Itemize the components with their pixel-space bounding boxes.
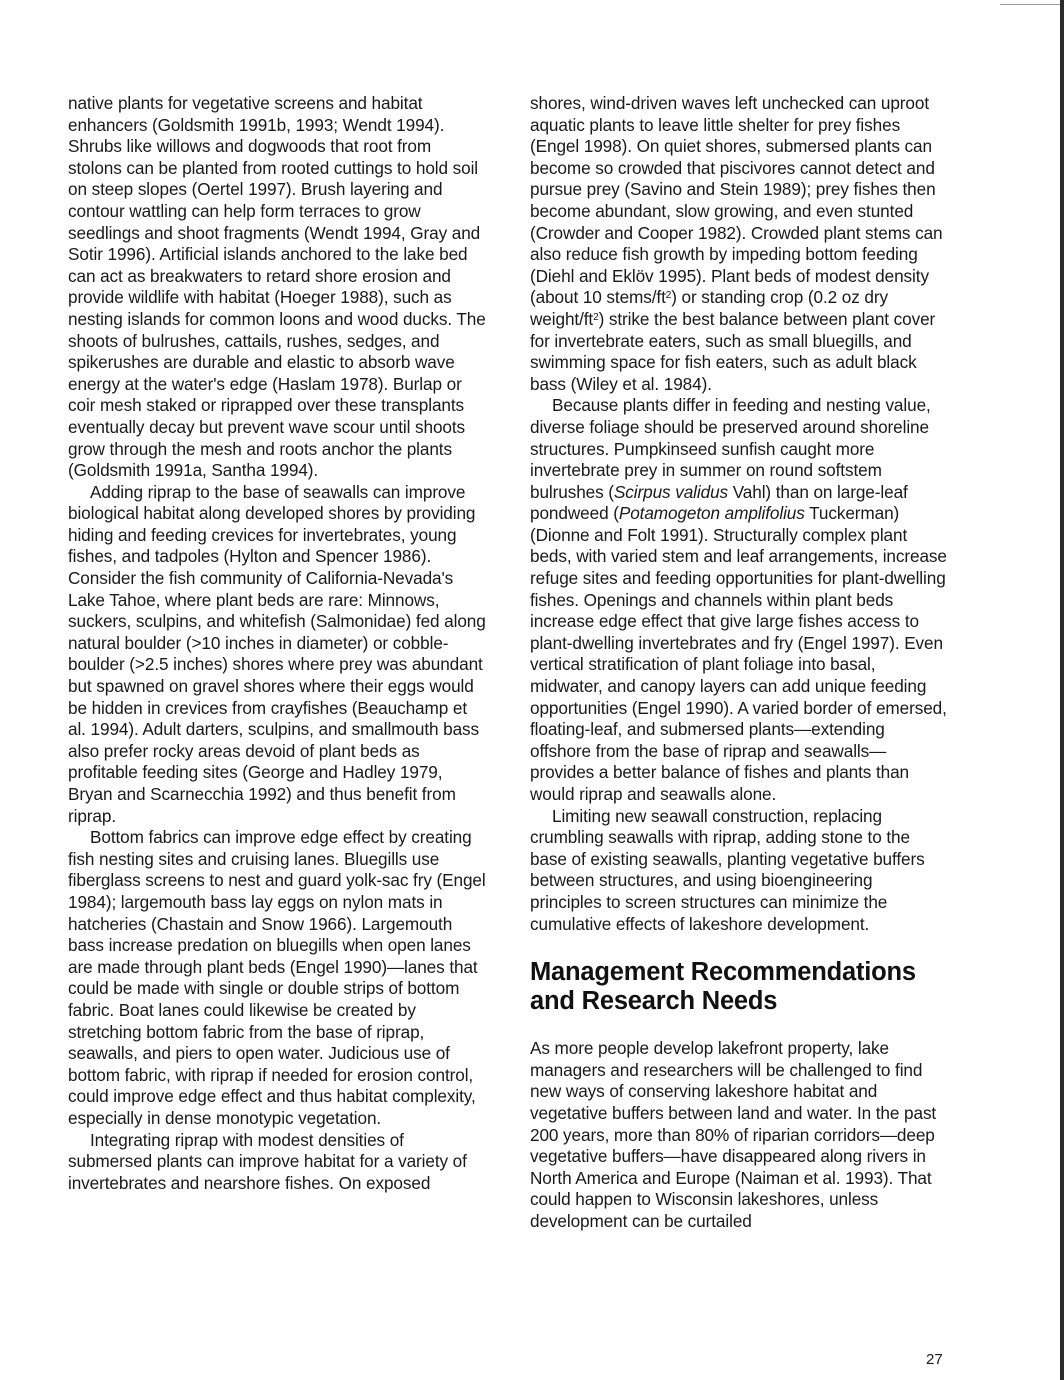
- paragraph: Bottom fabrics can improve edge effect by creating fish nesting sites and cruising lanes. Bluegills use fiberglass screens to nest and guard yolk-sac fry (Engel 1984); largemouth bass lay eggs on nylon mats in hatcheries (Chastain and Snow 1966). Largemouth bass increase predation on bluegills when open lanes are made through plant beds (Engel 1990)—lanes that could be made with single or double strips of bottom fabric. Boat lanes could likewise be created by stretching bottom fabric from the base of riprap, seawalls, and piers to open water. Judicious use of bottom fabric, with riprap if needed for erosion control, could improve edge effect and thus habitat complexity, especially in dense monotypic vegetation.: [68, 827, 486, 1128]
- right-column: [530, 93, 948, 1233]
- paragraph: As more people develop lakefront property, lake managers and researchers will be challenged to find new ways of conserving lakeshore habitat and vegetative buffers between land and water. In the past 200 years, more than 80% of riparian corridors—deep vegetative buffers—have disappeared along rivers in North America and Europe (Naiman et al. 1993). That could happen to Wisconsin lakeshores, unless development can be curtailed: [530, 1038, 937, 1231]
- paragraph: Limiting new seawall construction, replacing crumbling seawalls with riprap, adding stone to the base of existing seawalls, planting vegetative buffers between structures, and using bioengineering principles to screen structures can minimize the cumulative effects of lakeshore development.: [530, 805, 925, 934]
- paragraph: native plants for vegetative screens and habitat enhancers (Goldsmith 1991b, 1993; Wendt 1994). Shrubs like willows and dogwoods that root from stolons can be planted from rooted cuttings to hold soil on steep slopes (Oertel 1997). Brush layering and contour wattling can help form terraces to grow seedlings and shoot fragments (Wendt 1994, Gray and Sotir 1996). Artificial islands anchored to the lake bed can act as breakwaters to retard shore erosion and provide wildlife with habitat (Hoeger 1988), such as nesting islands for common loons and wood ducks. The shoots of bulrushes, cattails, rushes, sedges, and spikerushes are durable and elastic to absorb wave energy at the water's edge (Haslam 1978). Burlap or coir mesh staked or riprapped over these transplants eventually decay but prevent wave scour until shoots grow through the mesh and roots anchor the plants (Goldsmith 1991a, Santha 1994).: [68, 93, 486, 481]
- section-heading: Management Recommendations and Research Needs: [530, 958, 916, 1016]
- species-name: Potamogeton amplifolius: [618, 503, 805, 524]
- paragraph: shores, wind-driven waves left unchecked can uproot aquatic plants to leave little shelter for prey fishes (Engel 1998). On quiet shores, submersed plants can become so crowded that piscivores cannot detect and pursue prey (Savino and Stein 1989); prey fishes then become abundant, slow growing, and even stunted (Crowder and Cooper 1982). Crowded plant stems can also reduce fish growth by impeding bottom feeding (Diehl and Eklöv 1995). Plant beds of modest density (about 10 stems/$ft^2$) or standing crop (0.2 oz dry weight/$ft^2$) strike the best balance between plant cover for invertebrate eaters, such as small bluegills, and swimming space for fish eaters, such as adult black bass (Wiley et al. 1984).: [530, 93, 943, 394]
- page-edge-border: [1060, 0, 1064, 1380]
- paragraph: Because plants differ in feeding and nesting value, diverse foliage should be preserved around shoreline structures. Pumpkinseed sunfish caught more invertebrate prey in summer on round softstem bulrushes (Scirpus validus Vahl) than on large-leaf pondweed (Potamogeton amplifolius Tuckerman) (Dionne and Folt 1991). Structurally complex plant beds, with varied stem and leaf arrangements, increase refuge sites and feeding opportunities for plant-dwelling fishes. Openings and channels within plant beds increase edge effect that give large fishes access to plant-dwelling invertebrates and fry (Engel 1997). Even vertical stratification of plant foliage into basal, midwater, and canopy layers can add unique feeding opportunities (Engel 1990). A varied border of emersed, floating-leaf, and submersed plants—extending offshore from the base of riprap and seawalls—provides a better balance of fishes and plants than would riprap and seawalls alone.: [530, 395, 947, 804]
- top-rule: [1000, 4, 1060, 5]
- left-column: [68, 93, 486, 1194]
- paragraph: Integrating riprap with modest densities of submersed plants can improve habitat for a variety of invertebrates and nearshore fishes. On exposed: [68, 1129, 467, 1193]
- paragraph: Adding riprap to the base of seawalls can improve biological habitat along developed shores by providing hiding and feeding crevices for invertebrates, young fishes, and tadpoles (Hylton and Spencer 1986). Consider the fish community of California-Nevada's Lake Tahoe, where plant beds are rare: Minnows, suckers, sculpins, and whitefish (Salmonidae) fed along natural boulder (>10 inches in diameter) or cobble-boulder (>2.5 inches) shores where prey was abundant but spawned on gravel shores where their eggs would be hidden in crevices from crayfishes (Beauchamp et al. 1994). Adult darters, sculpins, and smallmouth bass also prefer rocky areas devoid of plant beds as profitable feeding sites (George and Hadley 1979, Bryan and Scarnecchia 1992) and thus benefit from riprap.: [68, 481, 486, 826]
- species-name: Scirpus validus: [613, 481, 729, 502]
- page-number: 27: [926, 1351, 943, 1368]
